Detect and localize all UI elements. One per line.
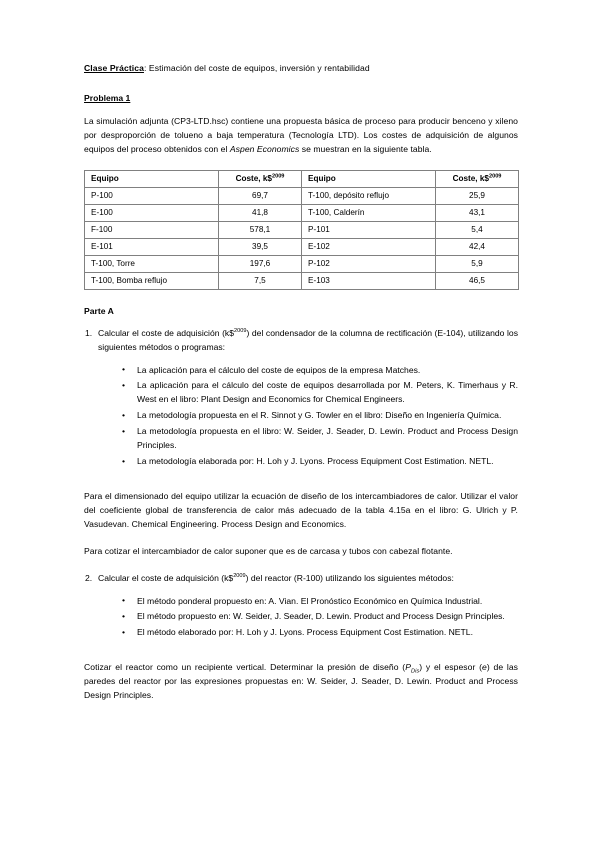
table-row: [85, 238, 519, 255]
para-final-symbol-e: e: [482, 662, 487, 673]
header-coste-right: [436, 170, 519, 187]
table-row: [85, 221, 519, 238]
header-equipo-left: Equipo: [85, 170, 219, 187]
intro-paragraph: [84, 115, 518, 157]
list-item-1-sup: 2009: [234, 327, 247, 334]
para-final-reactor: [84, 661, 518, 703]
bullet-icon: •: [122, 455, 126, 466]
cell-coste-right: 5,9: [436, 255, 519, 272]
cell-coste-right: 5,4: [436, 221, 519, 238]
bullet-text: El método ponderal propuesto en: A. Vian. El Pronóstico Económico en Química Industrial.: [137, 595, 483, 606]
cell-equipo-right: T-100, depósito reflujo: [302, 187, 436, 204]
cell-equipo-right: E-102: [302, 238, 436, 255]
cell-coste-right: 46,5: [436, 272, 519, 289]
cell-coste-left: 7,5: [219, 272, 302, 289]
intro-paragraph-part-b: se muestran en la siguiente tabla.: [299, 143, 432, 154]
para-final-part-b: ) y el espesor (: [419, 662, 483, 673]
list-item-1-number: 1.: [85, 327, 93, 338]
table-row: [85, 187, 519, 204]
cell-coste-left: 578,1: [219, 221, 302, 238]
bullet-item: [122, 425, 518, 453]
bullet-item: [122, 610, 518, 624]
bullet-text: El método propuesto en: W. Seider, J. Seader, D. Lewin. Product and Process Design Principles.: [137, 611, 505, 622]
intro-paragraph-part-a: La simulación adjunta (CP3-LTD.hsc) contiene una propuesta básica de proceso para producir benceno y xileno por desproporción de tolueno a baja temperatura (Tecnología LTD). Los costes de adquisición de algunos equipos del proceso obtenidos con el: [84, 115, 518, 154]
para-final-part-c: ) de las paredes del reactor por las expresiones propuestas en: W. Seider, J. Seader, D. Lewin. Product and Process Design Principles.: [84, 662, 519, 701]
list-item-1: [85, 327, 518, 469]
list-item-2-text-b: ) del reactor (R-100) utilizando los siguientes métodos:: [245, 572, 454, 583]
ordered-list-item-2: [84, 572, 518, 641]
header-coste-left: [219, 170, 302, 187]
bullet-icon: •: [122, 379, 126, 390]
list-item-2-number: 2.: [85, 572, 93, 583]
spacer: [84, 652, 518, 661]
header-coste-right-text: Coste, k$: [452, 173, 489, 183]
para-final-symbol-p: P: [405, 662, 411, 673]
intro-paragraph-italic: Aspen Economics: [229, 143, 300, 154]
cell-coste-right: 25,9: [436, 187, 519, 204]
cell-equipo-right: P-101: [302, 221, 436, 238]
para-final-subscript-dis: Dis: [410, 669, 420, 676]
ordered-list-item-1: [84, 327, 518, 469]
problem-heading: Problema 1: [84, 92, 131, 103]
bullet-item: [122, 626, 518, 640]
document-title-rest: : Estimación del coste de equipos, inversión y rentabilidad: [143, 63, 370, 73]
bullet-icon: •: [122, 626, 126, 637]
document-content: [84, 62, 518, 716]
header-coste-left-text: Coste, k$: [235, 173, 272, 183]
bullet-icon: •: [122, 610, 126, 621]
cell-equipo-right: E-103: [302, 272, 436, 289]
cell-equipo-left: E-101: [85, 238, 219, 255]
cell-equipo-right: T-100, Calderín: [302, 204, 436, 221]
parte-a-heading: Parte A: [84, 305, 114, 316]
bullet-text: La aplicación para el cálculo del coste de equipos desarrollada por M. Peters, K. Timerhaus y R. West en el libro: Plant Design and Economics for Chemical Engineers.: [137, 380, 518, 405]
bullet-text: La metodología elaborada por: H. Loh y J. Lyons. Process Equipment Cost Estimation. NETL.: [137, 456, 494, 467]
header-coste-left-sup: 2009: [271, 172, 285, 179]
bullet-icon: •: [122, 595, 126, 606]
cell-coste-left: 69,7: [219, 187, 302, 204]
cell-coste-right: 42,4: [436, 238, 519, 255]
cell-equipo-left: E-100: [85, 204, 219, 221]
list-item-2-text-a: Calcular el coste de adquisición (k$: [98, 572, 234, 583]
para-dimensionado: Para el dimensionado del equipo utilizar la ecuación de diseño de los intercambiadores de calor. Utilizar el valor del coeficiente global de transferencia de calor más adecuado de la tabla 4.15a en el libro: G. Ulrich y P. Vasudevan. Chemical Engineering. Process Design and Economics.: [84, 490, 518, 529]
bullet-icon: •: [122, 409, 126, 420]
cell-coste-left: 197,6: [219, 255, 302, 272]
list-item-2-sup: 2009: [233, 572, 246, 579]
cell-equipo-left: P-100: [85, 187, 219, 204]
table-header: [85, 170, 519, 187]
para-cotizar-intercambiador: Para cotizar el intercambiador de calor suponer que es de carcasa y tubos con cabezal flotante.: [84, 545, 453, 556]
document-title-prefix: Clase Práctica: [84, 63, 144, 73]
header-equipo-right: Equipo: [302, 170, 436, 187]
table-row: [85, 204, 519, 221]
bullet-icon: •: [122, 425, 126, 436]
bullet-text: La metodología propuesta en el libro: W. Seider, J. Seader, D. Lewin. Product and Process Design Principles.: [137, 426, 518, 451]
bullet-item: [122, 595, 518, 609]
table-header-row: [85, 170, 519, 187]
table-row: [85, 272, 519, 289]
document-title-line: [84, 62, 518, 75]
problem-heading-wrap: [84, 88, 518, 115]
table-row: [85, 255, 519, 272]
bullet-item: [122, 455, 518, 469]
bullet-item: [122, 364, 518, 378]
cell-coste-right: 43,1: [436, 204, 519, 221]
bullet-icon: •: [122, 364, 126, 374]
list-item-2: [85, 572, 518, 641]
para-final-part-a: Cotizar el reactor como un recipiente vertical. Determinar la presión de diseño (: [84, 662, 406, 673]
list-item-1-text-a: Calcular el coste de adquisición (k$: [98, 327, 235, 338]
bullet-text: La aplicación para el cálculo del coste de equipos de la empresa Matches.: [137, 364, 421, 375]
table-body: [85, 187, 519, 289]
bullet-list-item-2: [98, 595, 518, 641]
bullet-list-item-1: [98, 364, 518, 469]
bullet-item: [122, 409, 518, 423]
bullet-item: [122, 379, 518, 407]
cell-equipo-left: F-100: [85, 221, 219, 238]
list-item-1-text-b: ) del condensador de la columna de rectificación (E-104), utilizando los siguientes métodos o programas:: [98, 327, 519, 352]
cell-equipo-right: P-102: [302, 255, 436, 272]
bullet-text: El método elaborado por: H. Loh y J. Lyons. Process Equipment Cost Estimation. NETL.: [137, 627, 473, 638]
bullet-text: La metodología propuesta en el R. Sinnot y G. Towler en el libro: Diseño en Ingeniería Química.: [137, 410, 502, 421]
spacer: [84, 481, 518, 490]
header-coste-right-sup: 2009: [488, 172, 502, 179]
equipment-cost-table: [84, 170, 519, 290]
cell-coste-left: 41,8: [219, 204, 302, 221]
cell-equipo-left: T-100, Torre: [85, 255, 219, 272]
cell-equipo-left: T-100, Bomba reflujo: [85, 272, 219, 289]
cell-coste-left: 39,5: [219, 238, 302, 255]
